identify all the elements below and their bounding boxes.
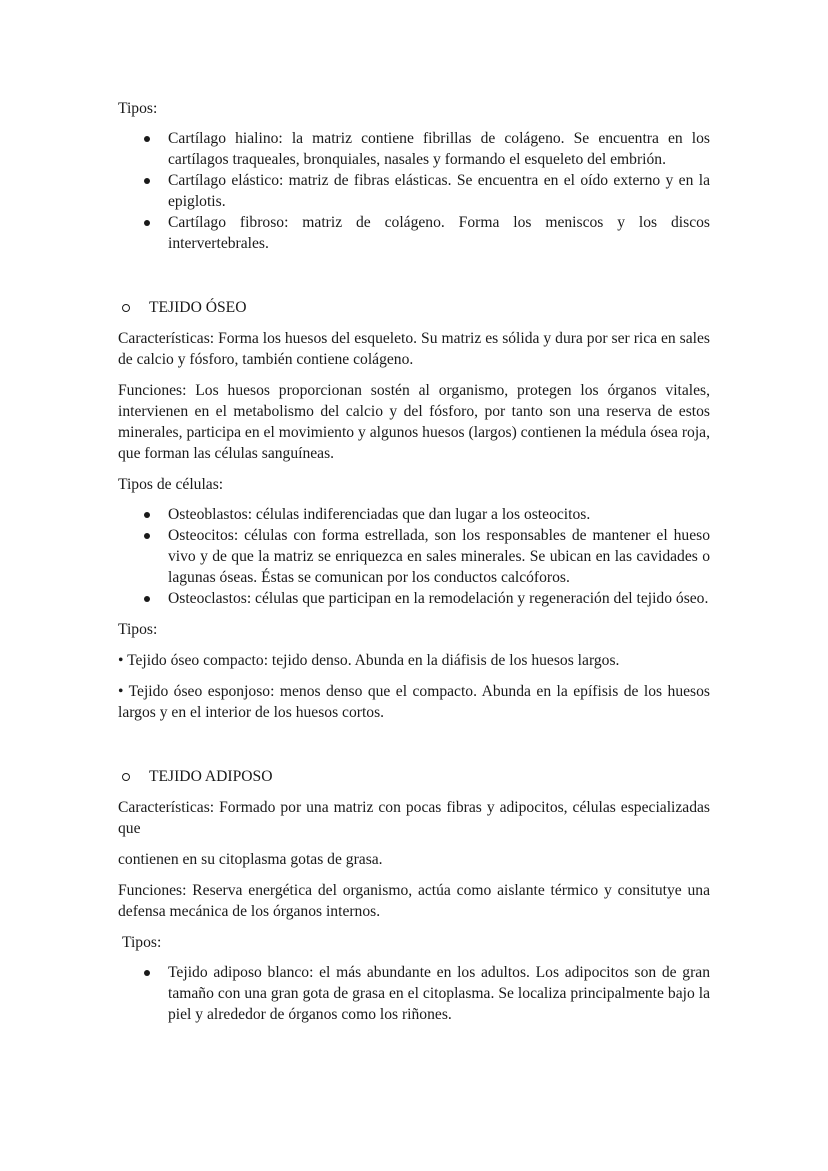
adiposo-caracteristicas-1: Características: Formado por una matriz con pocas fibras y adipocitos, células especializadas que: [118, 799, 710, 837]
list-item: Cartílago hialino: la matriz contiene fibrillas de colágeno. Se encuentra en los cartílagos traqueales, bronquiales, nasales y formando el esqueleto del embrión.: [168, 130, 710, 168]
list-item: Osteocitos: células con forma estrellada, son los responsables de mantener el hueso vivo y de que la matriz se enriquezca en sales minerales. Se ubican en las cavidades o lagunas óseas. Éstas se comunican por los conductos calcóforos.: [168, 527, 710, 586]
section-title: TEJIDO ÓSEO: [149, 299, 247, 316]
adiposo-funciones: Funciones: Reserva energética del organismo, actúa como aislante térmico y consitutye una defensa mecánica de los órganos internos.: [118, 882, 710, 920]
oseo-tipos-celulas-label: Tipos de células:: [118, 476, 224, 493]
oseo-tipos-label: Tipos:: [118, 621, 158, 638]
cartilago-tipos-label: Tipos:: [118, 100, 158, 117]
oseo-tipo-esponjoso: • Tejido óseo esponjoso: menos denso que el compacto. Abunda en la epífisis de los huesos largos y en el interior de los huesos cortos.: [118, 683, 710, 721]
oseo-funciones: Funciones: Los huesos proporcionan sostén al organismo, protegen los órganos vitales, intervienen en el metabolismo del calcio y del fósforo, por tanto son una reserva de estos minerales, participa en el movimiento y algunos huesos (largos) contienen la médula ósea roja, que forman las células sanguíneas.: [118, 382, 710, 462]
circle-bullet-icon: [122, 304, 130, 312]
list-item: Tejido adiposo blanco: el más abundante en los adultos. Los adipocitos son de gran tamaño con una gran gota de grasa en el citoplasma. Se localiza principalmente bajo la piel y alrededor de órganos como los riñones.: [168, 964, 710, 1023]
cartilago-tipos-list: [118, 128, 710, 254]
oseo-caracteristicas: Características: Forma los huesos del esqueleto. Su matriz es sólida y dura por ser rica en sales de calcio y fósforo, también contiene colágeno.: [118, 330, 710, 368]
adiposo-tipos-label: Tipos:: [122, 934, 162, 951]
oseo-celulas-list: [118, 504, 710, 609]
circle-bullet-icon: [122, 773, 130, 781]
section-title: TEJIDO ADIPOSO: [149, 768, 273, 785]
adiposo-caracteristicas-2: contienen en su citoplasma gotas de grasa.: [118, 851, 383, 868]
list-item: Osteoblastos: células indiferenciadas que dan lugar a los osteocitos.: [168, 504, 710, 525]
section-heading-adiposo: [118, 766, 710, 787]
list-item: Cartílago elástico: matriz de fibras elásticas. Se encuentra en el oído externo y en la epiglotis.: [168, 172, 710, 210]
adiposo-tipos-list: [118, 962, 710, 1025]
document-page: [118, 98, 710, 1025]
oseo-tipo-compacto: • Tejido óseo compacto: tejido denso. Abunda en la diáfisis de los huesos largos.: [118, 652, 620, 669]
list-item: Osteoclastos: células que participan en la remodelación y regeneración del tejido óseo.: [168, 590, 709, 607]
section-heading-oseo: [118, 297, 710, 318]
list-item: Cartílago fibroso: matriz de colágeno. Forma los meniscos y los discos intervertebrales.: [168, 214, 710, 252]
